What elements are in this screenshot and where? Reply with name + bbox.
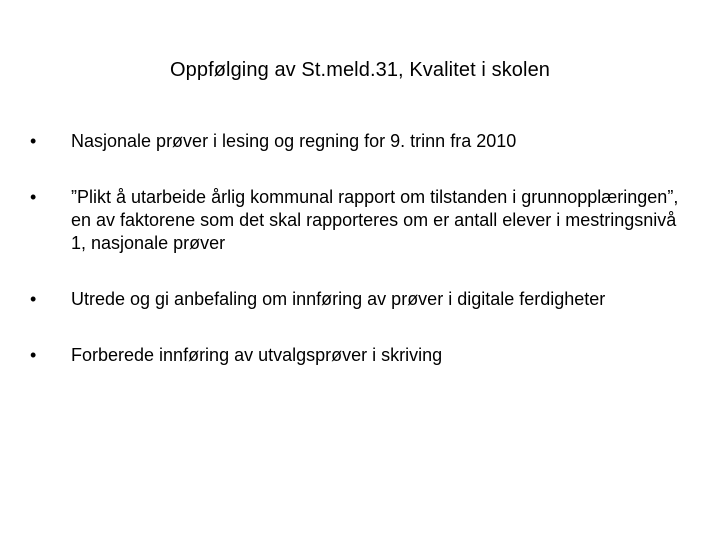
bullet-text: Forberede innføring av utvalgsprøver i skriving <box>71 345 443 365</box>
bullet-dot-icon: • <box>30 345 37 365</box>
bullet-list <box>30 130 690 400</box>
bullet-text: Nasjonale prøver i lesing og regning for 9. trinn fra 2010 <box>71 131 517 151</box>
bullet-item <box>30 130 690 153</box>
bullet-text: Utrede og gi anbefaling om innføring av prøver i digitale ferdigheter <box>71 289 606 309</box>
bullet-text: ”Plikt å utarbeide årlig kommunal rapport om tilstanden i grunnopplæringen”, en av faktorene som det skal rapporteres om er antall elever i mestringsnivå 1, nasjonale prøver <box>71 187 679 253</box>
bullet-dot-icon: • <box>30 187 37 207</box>
bullet-dot-icon: • <box>30 131 37 151</box>
bullet-item <box>30 186 690 255</box>
slide-title: Oppfølging av St.meld.31, Kvalitet i skolen <box>169 59 551 81</box>
bullet-dot-icon: • <box>30 289 37 309</box>
bullet-item <box>30 288 690 311</box>
bullet-item <box>30 344 690 367</box>
